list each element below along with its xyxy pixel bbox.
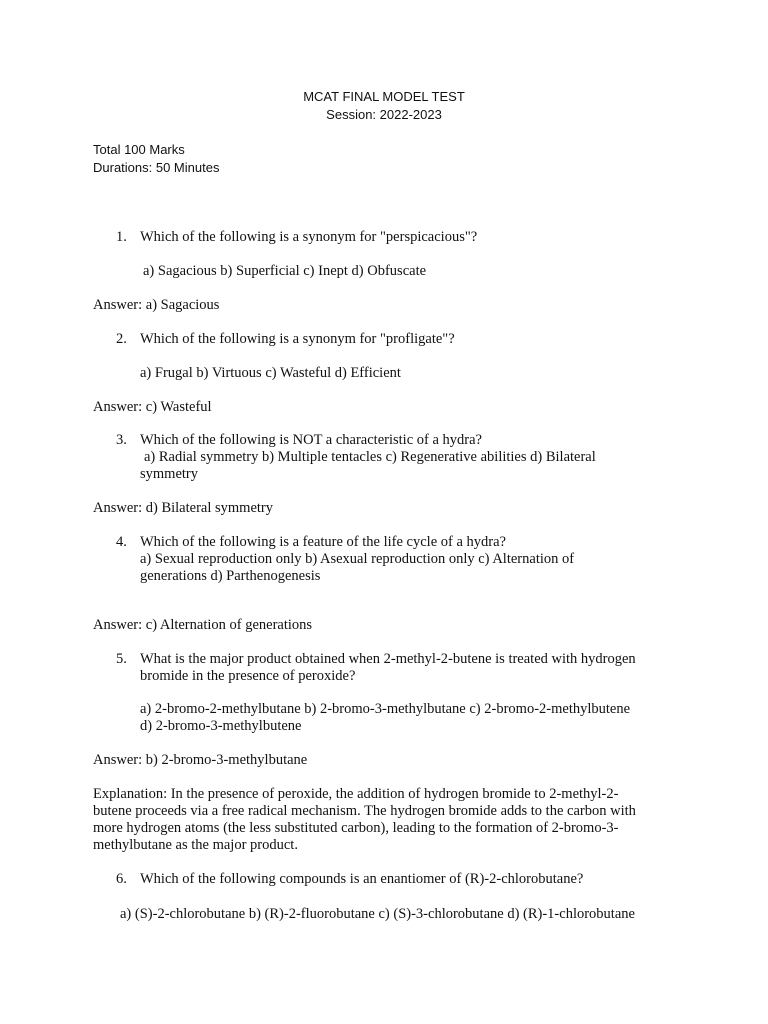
- question-3-options-line-2: symmetry: [140, 466, 198, 482]
- question-4-number: 4.: [116, 534, 127, 550]
- question-6-options: a) (S)-2-chlorobutane b) (R)-2-fluorobutane c) (S)-3-chlorobutane d) (R)-1-chlorobutane: [120, 906, 635, 922]
- question-2-number: 2.: [116, 331, 127, 347]
- question-1-text: Which of the following is a synonym for "perspicacious"?: [140, 229, 478, 245]
- question-2-text: Which of the following is a synonym for "profligate"?: [140, 331, 455, 347]
- question-2-options: a) Frugal b) Virtuous c) Wasteful d) Efficient: [140, 365, 401, 381]
- question-2-answer: Answer: c) Wasteful: [93, 399, 212, 415]
- question-5-answer: Answer: b) 2-bromo-3-methylbutane: [93, 752, 308, 768]
- explanation-line-1: Explanation: In the presence of peroxide, the addition of hydrogen bromide to 2-methyl-2-: [93, 786, 619, 802]
- question-1-answer: Answer: a) Sagacious: [93, 297, 220, 313]
- explanation-line-3: more hydrogen atoms (the less substituted carbon), leading to the formation of 2-bromo-3-: [93, 820, 619, 836]
- question-1-options: a) Sagacious b) Superficial c) Inept d) Obfuscate: [143, 263, 427, 279]
- question-5-text-line-1: What is the major product obtained when 2-methyl-2-butene is treated with hydrogen: [140, 651, 636, 667]
- question-6-text: Which of the following compounds is an enantiomer of (R)-2-chlorobutane?: [140, 871, 584, 887]
- question-3-options-line-1: a) Radial symmetry b) Multiple tentacles c) Regenerative abilities d) Bilateral: [144, 449, 596, 465]
- question-4-options-line-1: a) Sexual reproduction only b) Asexual reproduction only c) Alternation of: [140, 551, 575, 567]
- question-5-number: 5.: [116, 651, 127, 667]
- question-3-number: 3.: [116, 432, 127, 448]
- question-4-text: Which of the following is a feature of the life cycle of a hydra?: [140, 534, 506, 550]
- question-5-options-line-2: d) 2-bromo-3-methylbutene: [140, 718, 302, 734]
- total-marks: Total 100 Marks: [93, 142, 185, 157]
- question-5-options-line-1: a) 2-bromo-2-methylbutane b) 2-bromo-3-methylbutane c) 2-bromo-2-methylbutene: [140, 701, 631, 717]
- question-4-answer: Answer: c) Alternation of generations: [93, 617, 313, 633]
- explanation-line-4: methylbutane as the major product.: [93, 837, 298, 853]
- question-5-text-line-2: bromide in the presence of peroxide?: [140, 668, 356, 684]
- question-1-number: 1.: [116, 229, 127, 245]
- session-label: Session: 2022-2023: [326, 107, 442, 122]
- question-3-answer: Answer: d) Bilateral symmetry: [93, 500, 273, 516]
- duration: Durations: 50 Minutes: [93, 160, 220, 175]
- question-6-number: 6.: [116, 871, 127, 887]
- question-3-text: Which of the following is NOT a characteristic of a hydra?: [140, 432, 482, 448]
- explanation-line-2: butene proceeds via a free radical mechanism. The hydrogen bromide adds to the carbon with: [93, 803, 636, 819]
- test-title: MCAT FINAL MODEL TEST: [303, 89, 465, 104]
- question-4-options-line-2: generations d) Parthenogenesis: [140, 568, 321, 584]
